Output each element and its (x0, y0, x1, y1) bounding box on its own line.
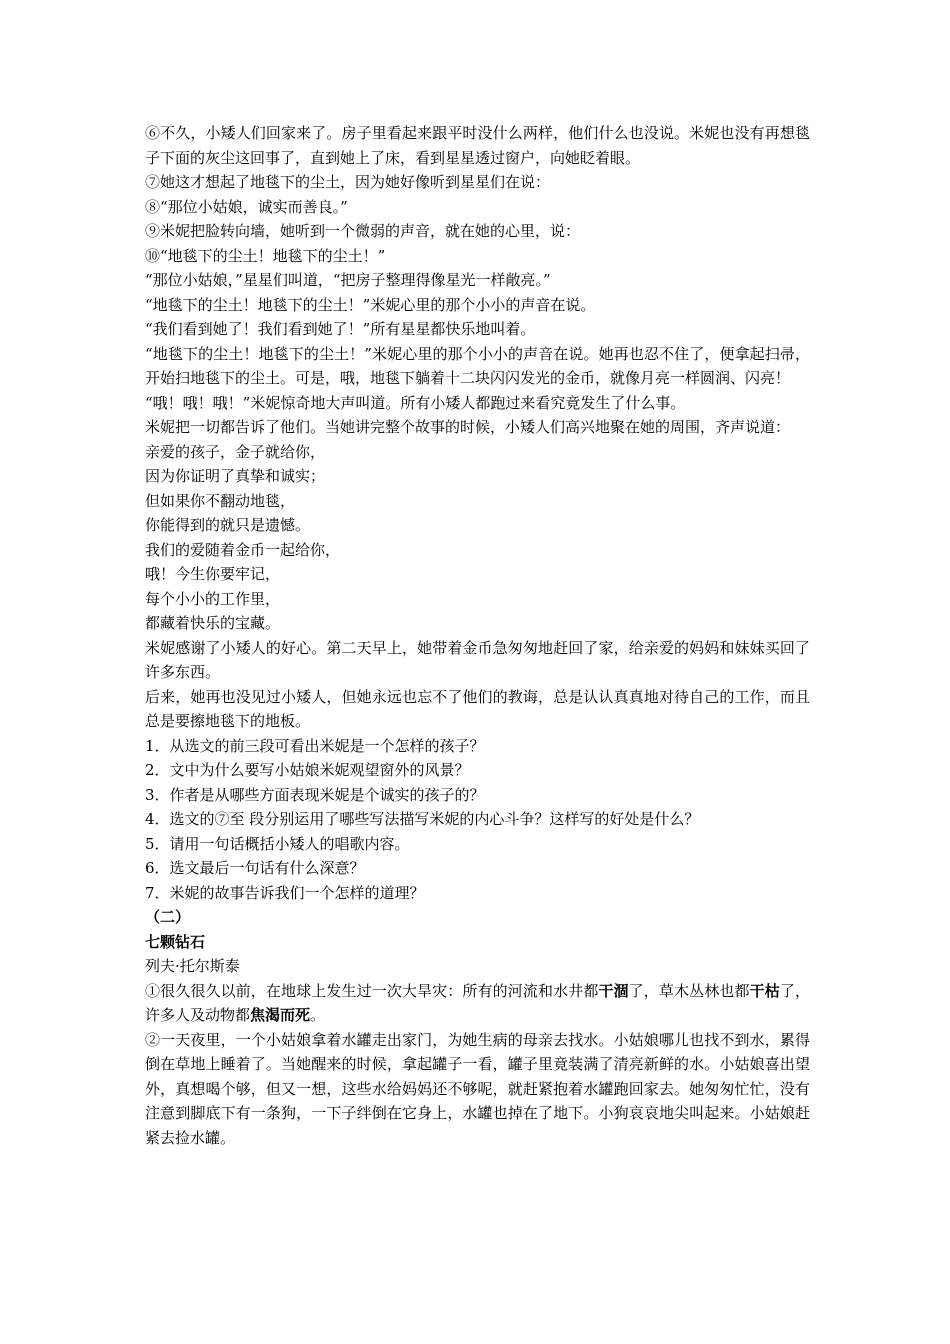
bold-term: 干枯 (749, 981, 780, 1000)
paragraph-6: ⑥不久，小矮人们回家来了。房子里看起来跟平时没什么两样，他们什么也没说。米妮也没有再想毯子下面的灰尘这回事了，直到她上了床，看到星星透过窗户，向她眨着眼。 (145, 124, 810, 167)
poem-line: 因为你证明了真挚和诚实； (145, 467, 326, 485)
poem-line: 亲爱的孩子，金子就给你， (145, 442, 326, 461)
document-body (145, 121, 810, 1150)
story-author: 列夫·托尔斯泰 (145, 957, 240, 975)
paragraph-9: ⑨米妮把脸转向墙，她听到一个微弱的声音，就在她的心里，说： (145, 222, 581, 240)
text-run: 了，许多人及动物都 (145, 981, 810, 1024)
section-heading: （二） (145, 908, 191, 926)
question-item: 5．请用一句话概括小矮人的唱歌内容。 (145, 834, 410, 853)
paragraph-7: ⑦她这才想起了地毯下的尘土，因为她好像听到星星们在说： (145, 173, 551, 191)
poem-line: 我们的爱随着金币一起给你， (145, 540, 341, 559)
text-run: 了，草木丛林也都 (628, 981, 750, 1000)
paragraph-16: 米妮把一切都告诉了他们。当她讲完整个故事的时候，小矮人们高兴地聚在她的周围，齐声说道： (145, 418, 791, 436)
question-item: 6．选文最后一句话有什么深意？ (145, 859, 365, 877)
bold-term: 焦渴而死 (250, 1006, 311, 1024)
paragraph-10: ⑩“地毯下的尘土！地毯下的尘土！” (145, 246, 386, 265)
question-item: 1．从选文的前三段可看出米妮是一个怎样的孩子？ (145, 736, 485, 755)
poem-line: 但如果你不翻动地毯， (145, 491, 296, 510)
poem-line: 哦！今生你要牢记， (145, 565, 281, 583)
text-run: 。 (310, 1006, 326, 1024)
poem-line: 都藏着快乐的宝藏。 (145, 614, 281, 632)
paragraph-17: 米妮感谢了小矮人的好心。第二天早上，她带着金币急匆匆地赶回了家，给亲爱的妈妈和妹妹买回了许多东西。 (145, 638, 810, 681)
question-item: 4．选文的⑦至 段分别运用了哪些写法描写米妮的内心斗争？这样写的好处是什么？ (145, 810, 700, 828)
bold-term: 干涸 (598, 981, 629, 1000)
paragraph-15: “哦！哦！哦！”米妮惊奇地大声叫道。所有小矮人都跑过来看究竟发生了什么事。 (145, 393, 686, 412)
paragraph-12: “地毯下的尘土！地毯下的尘土！”米妮心里的那个小小的声音在说。 (145, 295, 596, 314)
paragraph-8: ⑧“那位小姑娘，诚实而善良。” (145, 197, 348, 216)
story-title: 七颗钻石 (145, 932, 206, 951)
paragraph-11: “那位小姑娘，”星星们叫道，“把房子整理得像星光一样敞亮。” (145, 271, 551, 289)
text-run: ①很久很久以前，在地球上发生过一次大旱灾：所有的河流和水井都 (145, 981, 599, 1000)
poem-line: 每个小小的工作里， (145, 589, 281, 608)
paragraph-14: “地毯下的尘土！地毯下的尘土！”米妮心里的那个小小的声音在说。她再也忍不住了，便拿起扫帚，开始扫地毯下的尘土。可是，哦，地毯下躺着十二块闪闪发光的金币，就像月亮一样圆润、闪亮！ (145, 344, 810, 387)
story2-paragraph-1 (145, 979, 810, 1028)
question-item: 3．作者是从哪些方面表现米妮是个诚实的孩子的？ (145, 785, 485, 804)
question-item: 2．文中为什么要写小姑娘米妮观望窗外的风景？ (145, 761, 470, 779)
story2-paragraph-2: ②一天夜里，一个小姑娘拿着水罐走出家门，为她生病的母亲去找水。小姑娘哪儿也找不到水，累得倒在草地上睡着了。当她醒来的时候，拿起罐子一看，罐子里竟装满了清亮新鲜的水。小姑娘喜出望外，真想喝个够，但又一想，这些水给妈妈还不够呢，就赶紧抱着水罐跑回家去。她匆匆忙忙，没有注意到脚底下有一条狗，一下子绊倒在它身上，水罐也掉在了地下。小狗哀哀地尖叫起来。小姑娘赶紧去捡水罐。 (145, 1030, 810, 1147)
paragraph-18: 后来，她再也没见过小矮人，但她永远也忘不了他们的教诲，总是认认真真地对待自己的工作，而且总是要擦地毯下的地板。 (145, 687, 810, 730)
paragraph-13: “我们看到她了！我们看到她了！”所有星星都快乐地叫着。 (145, 320, 536, 338)
poem-line: 你能得到的就只是遗憾。 (145, 516, 311, 534)
question-item: 7．米妮的故事告诉我们一个怎样的道理？ (145, 883, 425, 902)
